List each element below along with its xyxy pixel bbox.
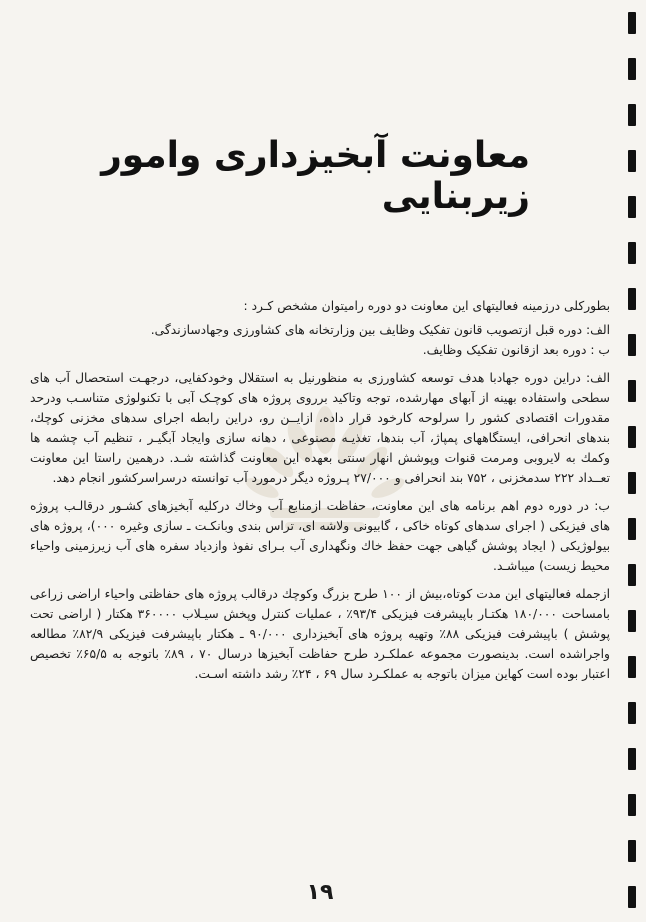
binding-hole — [628, 104, 636, 126]
paragraph-intro: بطورکلی درزمینه فعالیتهای این معاونت دو دوره رامیتوان مشخص کـرد : — [243, 299, 610, 313]
binding-hole — [628, 656, 636, 678]
binding-hole — [628, 610, 636, 632]
binding-hole — [628, 334, 636, 356]
binding-hole — [628, 472, 636, 494]
binding-hole — [628, 12, 636, 34]
binding-hole — [628, 426, 636, 448]
binding-hole — [628, 794, 636, 816]
binding-holes — [624, 0, 636, 922]
binding-hole — [628, 518, 636, 540]
binding-hole — [628, 150, 636, 172]
page-number: ۱۹ — [306, 880, 334, 905]
binding-hole — [628, 886, 636, 908]
paragraph-item-be: ب : دوره بعد ازقانون تفکیک وظایف. — [422, 343, 610, 357]
binding-hole — [628, 380, 636, 402]
binding-hole — [628, 702, 636, 724]
binding-hole — [628, 748, 636, 770]
document-body — [30, 296, 610, 684]
binding-hole — [628, 58, 636, 80]
paragraph-period-two: ب: در دوره دوم اهم برنامه های این معاونت، حفاظت ازمنابع آب وخاك درکلیه آبخیزهای کشـور درقالـب پروژه های فیزیکی ( اجرای سدهای کوتاه خاکی ، گابیونی ولاشه ای، تراس بندی وبانکـت ـ سازی وغیره ۰۰۰)، پروژه های بیولوژیکی ( ایجاد پوشش گیاهی جهت حفظ خاك ونگهداری آب بـرای نفوذ وازدیاد سفره های آب زیرزمینی واحیاء محیط زیست) میباشـد. — [30, 499, 611, 573]
binding-hole — [628, 196, 636, 218]
paragraph-achievements: ازجمله فعالیتهای این مدت کوتاه،بیش از ۱۰۰ طرح بزرگ وکوچك درقالب پروژه های حفاظتی واحیاء اراضی زراعی بامساحت ۱۸۰/۰۰۰ هکتـار باپیشرفت فیزیکی ۹۳/۴٪ ، عملیات کنترل وپخش سیـلاب ۳۶۰۰۰۰ هکتار ( اراضی تحت پوشش ) باپیشرفت فیزیکی ۸۸٪ وتهیه پروژه های آبخیزداری ۹۰/۰۰۰ ـ هکتار باپیشرفت فیزیکی ۸۲/۹٪ مطالعه واجراشده است. بدینصورت مجموعه عملکـرد طرح حفاظت آبخیزها درسال ۷۰ ، ۸۹٪ باتوجه به ۶۵/۵٪ تخصیص اعتبار بوده است کهاین میزان باتوجه به عملکـرد سال ۶۹ ، ۲۴٪ رشد داشته اسـت. — [30, 587, 610, 681]
binding-hole — [628, 840, 636, 862]
binding-hole — [628, 564, 636, 586]
paragraph-period-one: الف: دراین دوره جهادبا هدف توسعه کشاورزی به منظورنیل به استقلال وخودکفایی، درجهـت استحصال آب های سطحی واستفاده بهینه از آبهای مهارشده، توجه وتاکید برروی پروژه های کوچـک آبی با تکنولوژی متناسـب ودرحد مقدورات اقتصادی کشور را سرلوحه کارخود قرار داده، ازایــن رو، دراین رابطه اجرای سدهای مخزنی کوچك، بندهای انحرافی، ایستگاههای پمپاژ، آب بندها، تغذیـه مصنوعی ، دهانه سازی وایجاد آبگیـر ، تنظیم آب چشمه ها وکمك به لایروبی ومرمت قنوات وپوشش انهار سنتی بعهده این معاونت گذاشته شـد. درهمین راستا این معاونت تعــداد ۲۲۲ سدمخزنی ، ۷۵۲ بند انحرافی و ۲۷/۰۰۰ پـروژه دیگر درمورد آب توانسته درسراسرکشور انجام دهد. — [30, 371, 610, 485]
paragraph-item-alef: الف: دوره قبل ازتصویب قانون تفکیک وظایف بین وزارتخانه های کشاورزی وجهادسازندگی. — [150, 323, 610, 337]
binding-hole — [628, 242, 636, 264]
page-title: معاونت آبخیزداری وامور زیربنایی — [101, 135, 530, 217]
binding-hole — [628, 288, 636, 310]
